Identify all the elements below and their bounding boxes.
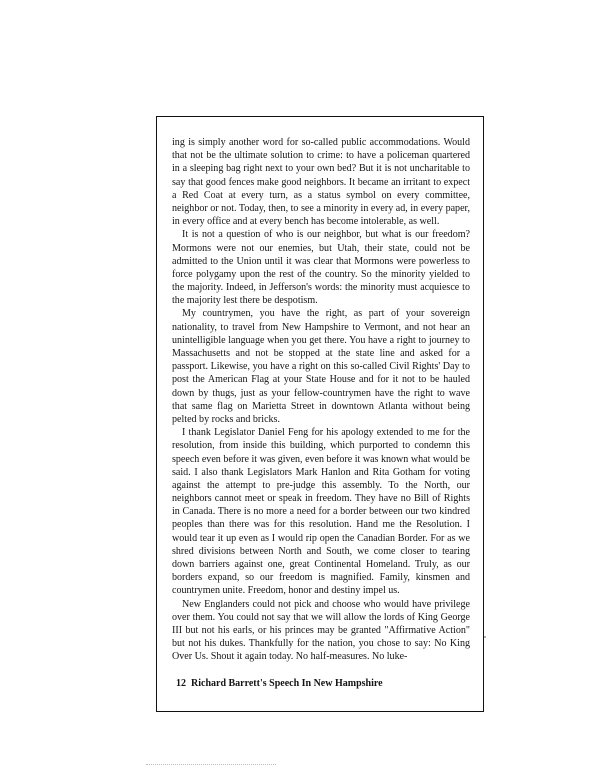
- body-text: [172, 136, 470, 664]
- paragraph-countrymen: My countrymen, you have the right, as part of your sovereign nationality, to travel from New Hampshire to Vermont, and not hear an unintelligible language when you get there. You have a right to journey to Massachusetts and not be stopped at the state line and asked for a passport. Likewise, you have a right on this so-called Civil Rights' Day to post the American Flag at your State House and for it not to be hauled down by thugs, just as your fellow-countrymen have the right to wave that same flag on Marietta Street in downtown Atlanta without being pelted by rocks and bricks.: [172, 308, 470, 425]
- paragraph-mormons: It is not a question of who is our neighbor, but what is our freedom? Mormons were not our enemies, but Utah, their state, could not be admitted to the Union until it was clear that Mormons were powerless to force polygamy upon the rest of the country. So the minority yielded to the majority. Indeed, in Jefferson's words: the minority must acquiesce to the majority lest there be despotism.: [172, 229, 470, 307]
- paragraph-legislators: I thank Legislator Daniel Feng for his apology extended to me for the resolution, from inside this building, which purported to condemn this speech even before it was given, even before it was known what would be said. I also thank Legislators Mark Hanlon and Rita Gotham for voting against the attempt to pre-judge this assembly. To the North, our neighbors cannot meet or speak in freedom. They have no Bill of Rights in Canada. There is no more a need for a border between our two kindred peoples than there was for this resolution. Hand me the Resolution. I would tear it up even as I would rip open the Canadian Border. For as we shred divisions between North and South, we come closer to tearing down barriers against one, great Continental Homeland. Truly, as our borders expand, so our freedom is magnified. Family, kinsmen and countrymen unite. Freedom, honor and destiny impel us.: [172, 427, 470, 597]
- running-title: Richard Barrett's Speech In New Hampshire: [191, 678, 383, 689]
- paragraph-continued: ing is simply another word for so-called public accommodations. Would that not be the ultimate solution to crime: to have a policeman quartered in a sleeping bag right next to your own bed? But it is not uncharitable to say that good fences make good neighbors. It became an irritant to expect a Red Coat at every turn, as a status symbol on every committee, neighbor or not. Today, then, to see a minority in every ad, in every paper, in every office and at every bench has become intolerable, as well.: [172, 137, 470, 228]
- paragraph-new-englanders: New Englanders could not pick and choose who would have privilege over them. You could not say that we will allow the lords of King George III but not his earls, or his princes may be granted "Affirmative Action" but not his dukes. Thankfully for the nation, you chose to say: No King Over Us. Shout it again today. No half-measures. No luke-: [172, 598, 470, 663]
- scan-speck: [484, 636, 486, 638]
- page-footer: [176, 678, 383, 689]
- scan-edge-artifact: [146, 764, 276, 766]
- page-number: 12: [176, 678, 186, 689]
